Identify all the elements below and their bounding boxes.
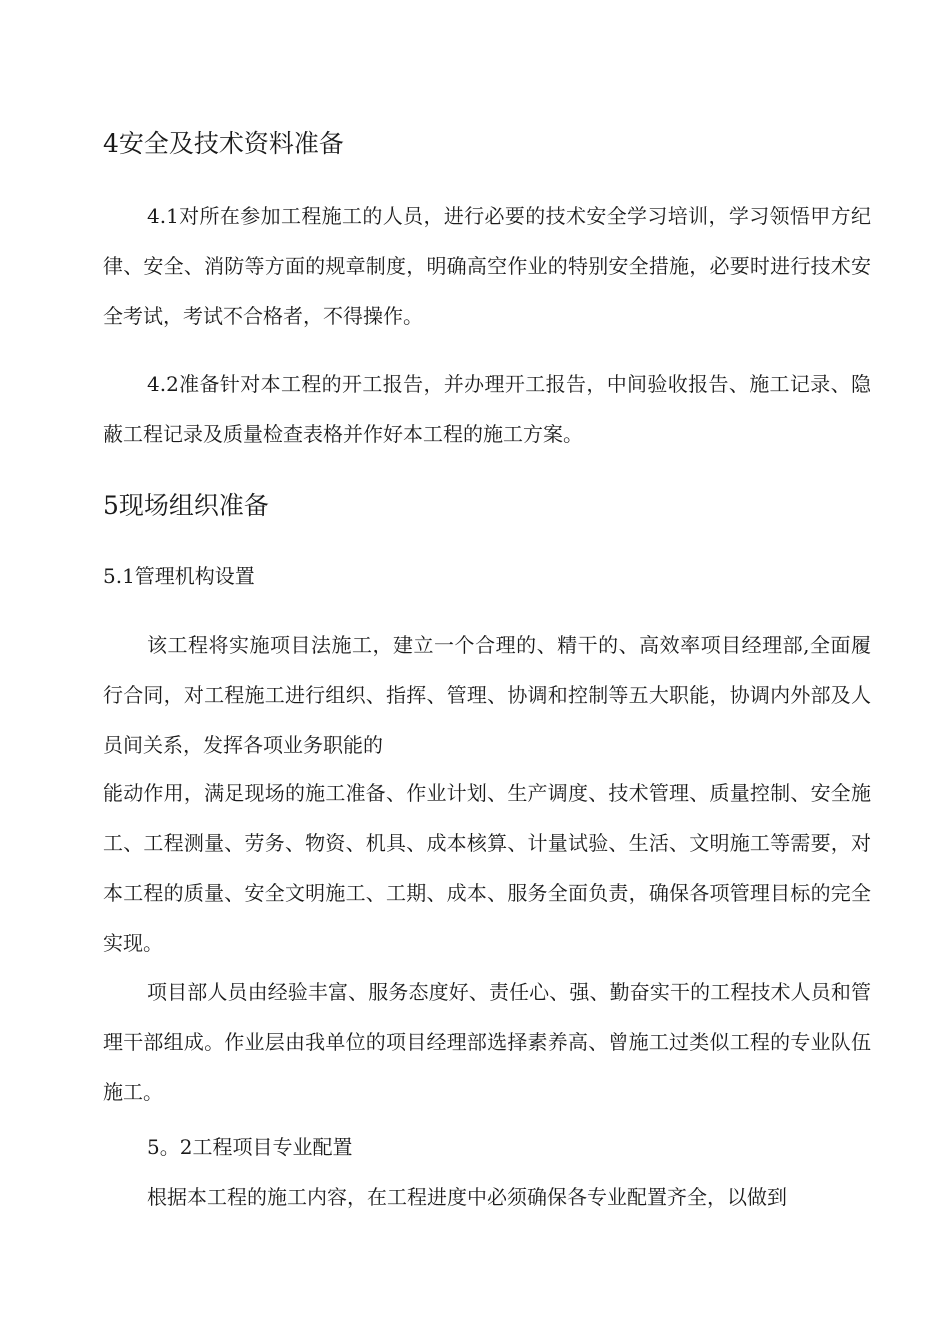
section-5-1-paragraph-3: 项目部人员由经验丰富、服务态度好、责任心、强、勤奋实干的工程技术人员和管理干部组成。作业层由我单位的项目经理部选择素养高、曾施工过类似工程的专业队伍施工。 [103,980,871,1104]
section-5-1-subheading: 5.1管理机构设置 [103,564,255,588]
section-5-1-paragraph-1: 该工程将实施项目法施工，建立一个合理的、精干的、高效率项目经理部,全面履行合同，对工程施工进行组织、指挥、管理、协调和控制等五大职能，协调内外部及人员间关系，发挥各项业务职能的 [103,633,871,757]
section-5-2-paragraph: 根据本工程的施工内容，在工程进度中必须确保各专业配置齐全，以做到 [147,1185,787,1209]
section-4-heading: 4安全及技术资料准备 [103,129,344,158]
section-5-1-paragraph-2: 能动作用，满足现场的施工准备、作业计划、生产调度、技术管理、质量控制、安全施工、工程测量、劳务、物资、机具、成本核算、计量试验、生活、文明施工等需要，对本工程的质量、安全文明施工、工期、成本、服务全面负责，确保各项管理目标的完全实现。 [103,781,871,955]
section-5-2-subheading: 5。2工程项目专业配置 [147,1135,353,1159]
section-5-heading: 5现场组织准备 [103,491,269,520]
section-4-1-paragraph: 4.1对所在参加工程施工的人员，进行必要的技术安全学习培训，学习领悟甲方纪律、安全、消防等方面的规章制度，明确高空作业的特别安全措施，必要时进行技术安全考试，考试不合格者，不得操作。 [103,204,871,328]
section-4-2-paragraph: 4.2准备针对本工程的开工报告，并办理开工报告，中间验收报告、施工记录、隐蔽工程记录及质量检查表格并作好本工程的施工方案。 [103,372,871,446]
